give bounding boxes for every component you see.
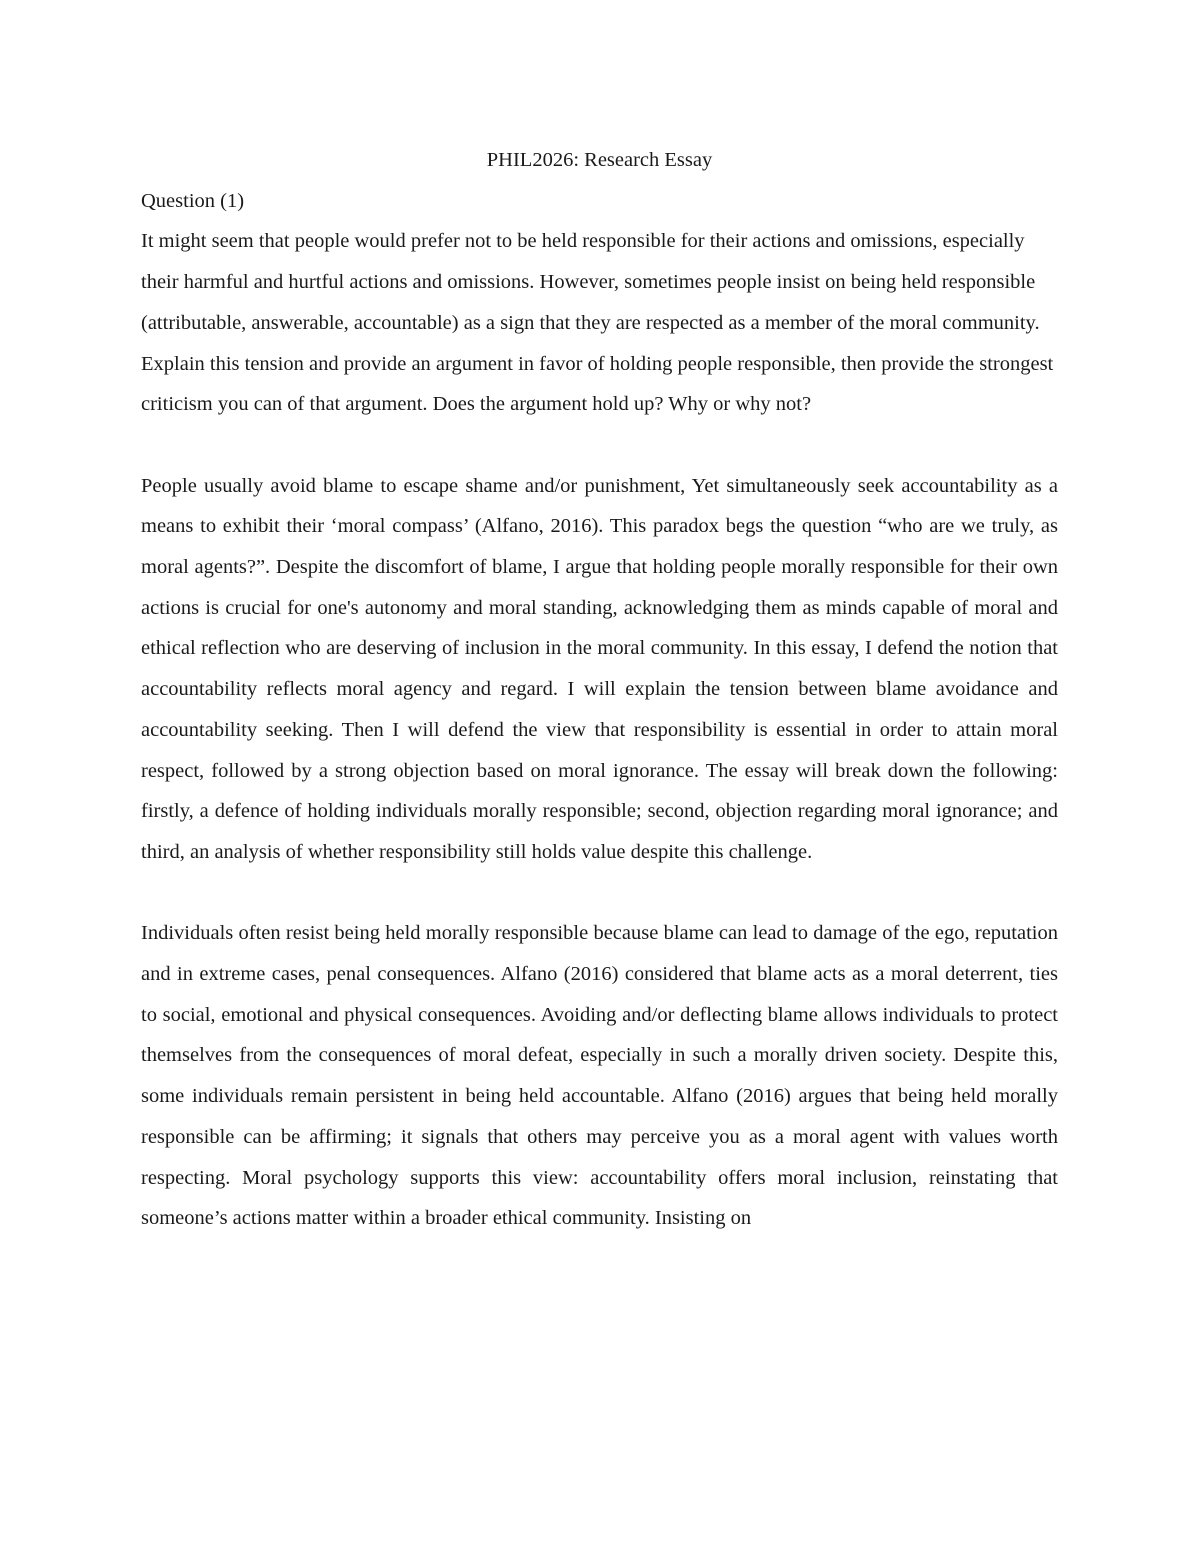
question-label: Question (1) — [141, 189, 245, 212]
essay-paragraph-1: People usually avoid blame to escape shame and/or punishment, Yet simultaneously seek accountability as a means to exhibit their ‘moral compass’ (Alfano, 2016). This paradox begs the question “who are we truly, as moral agents?”. Despite the discomfort of blame, I argue that holding people morally responsible for their own actions is crucial for one's autonomy and moral standing, acknowledging them as minds capable of moral and ethical reflection who are deserving of inclusion in the moral community. In this essay, I defend the notion that accountability reflects moral agency and regard. I will explain the tension between blame avoidance and accountability seeking. Then I will defend the view that responsibility is essential in order to attain moral respect, followed by a strong objection based on moral ignorance. The essay will break down the following: firstly, a defence of holding individuals morally responsible; second, objection regarding moral ignorance; and third, an analysis of whether responsibility still holds value despite this challenge. — [141, 474, 1058, 863]
essay-paragraph-2: Individuals often resist being held morally responsible because blame can lead to damage of the ego, reputation and in extreme cases, penal consequences. Alfano (2016) considered that blame acts as a moral deterrent, ties to social, emotional and physical consequences. Avoiding and/or deflecting blame allows individuals to protect themselves from the consequences of moral defeat, especially in such a morally driven society. Despite this, some individuals remain persistent in being held accountable. Alfano (2016) argues that being held morally responsible can be affirming; it signals that others may perceive you as a moral agent with values worth respecting. Moral psychology supports this view: accountability offers moral inclusion, reinstating that someone’s actions matter within a broader ethical community. Insisting on — [141, 922, 1058, 1230]
question-prompt: It might seem that people would prefer not to be held responsible for their actions and omissions, especially their harmful and hurtful actions and omissions. However, sometimes people insist on being held responsible (attributable, answerable, accountable) as a sign that they are respected as a member of the moral community. Explain this tension and provide an argument in favor of holding people responsible, then provide the strongest criticism you can of that argument. Does the argument hold up? Why or why not? — [141, 230, 1054, 416]
document-page — [141, 140, 1058, 1239]
document-title: PHIL2026: Research Essay — [486, 149, 713, 171]
